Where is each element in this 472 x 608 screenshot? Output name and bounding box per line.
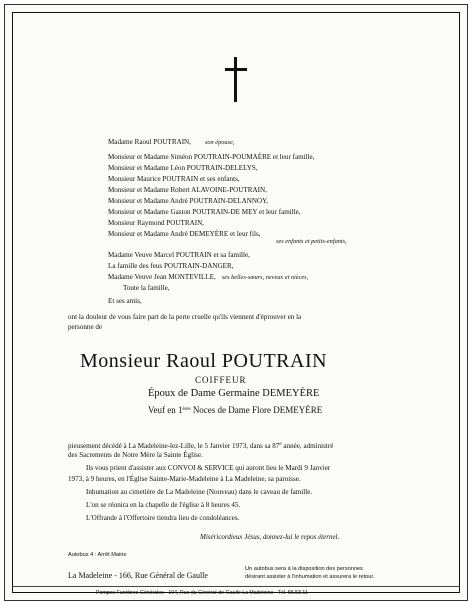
deceased-widower: Veuf en 1ères Noces de Dame Flore DEMEYÈRE <box>148 405 323 415</box>
intro-line-2: personne de <box>68 323 103 331</box>
family-line-12: Madame Veuve Jean MONTEVILLE, ses belles-sœurs, neveux et nièces, <box>108 273 309 281</box>
family-line-8: Monsieur Raymond POUTRAIN, <box>108 219 204 227</box>
address-line: La Madeleine - 166, Rue Général de Gaulle <box>68 571 208 580</box>
family-line-9: Monsieur et Madame André DEMEYÈRE et leur fils, <box>108 230 261 238</box>
bus-stop-info: Autobus 4 : Arrêt Mairie <box>68 552 127 558</box>
family-line-3: Monsieur et Madame Léon POUTRAIN-DELELYS, <box>108 164 258 172</box>
family-note-children: ses enfants et petits-enfants, <box>276 238 347 245</box>
body-p3: Inhumation au cimetière de La Madeleine (Nouveau) dans le caveau de famille. <box>86 488 313 496</box>
body-p2-line-1: Ils vous prient d'assister aux CONVOI & SERVICE qui auront lieu le Mardi 9 Janvier <box>86 464 331 472</box>
deceased-spouse: Époux de Dame Germaine DEMEYÈRE <box>148 388 320 399</box>
body-p1-line-2: des Sacrements de Notre Mère la Sainte Église. <box>68 451 203 459</box>
family-line-2: Monsieur et Madame Siméon POUTRAIN-POUMAÈRE et leur famille, <box>108 153 315 161</box>
intro-line-1: ont la douleur de vous faire part de la perte cruelle qu'ils viennent d'éprouver en la <box>68 313 302 321</box>
bus-note-line-2: désirant assister à l'inhumation et assurera le retour. <box>245 574 375 580</box>
printer-line: Pompes Funèbres Générales - 104, Rue du Général-de-Gaulle La Madeleine - Tél. 55.53.11 <box>96 590 308 596</box>
deceased-name: Monsieur Raoul POUTRAIN <box>80 350 328 372</box>
family-line-10: Madame Veuve Marcel POUTRAIN et sa famille, <box>108 251 250 259</box>
body-p5: L'Offrande à l'Offertoire tiendra lieu de condoléances. <box>86 514 240 522</box>
family-line-5: Monsieur et Madame Robert ALAVOINE-POUTRAIN, <box>108 186 267 194</box>
footer-divider <box>12 586 460 587</box>
cross-icon <box>225 57 247 102</box>
body-p4: L'on se réunira en la chapelle de l'église à 8 heures 45. <box>86 501 241 509</box>
family-line-13: Toute la famille, <box>123 284 170 292</box>
family-line-1: Madame Raoul POUTRAIN, son épouse, <box>108 138 235 146</box>
family-line-14: Et ses amis, <box>108 297 142 305</box>
family-line-4: Monsieur Maurice POUTRAIN et ses enfants, <box>108 175 240 183</box>
body-p2-line-2: 1973, à 9 heures, en l'Église Sainte-Marie-Madeleine à La Madeleine, sa paroisse. <box>68 475 301 483</box>
family-line-6: Monsieur et Madame André POUTRAIN-DELANNOY, <box>108 197 269 205</box>
body-p1-line-1: pieusement décédé à La Madeleine-lez-Lille, le 5 Janvier 1973, dans sa 87e année, administré <box>68 442 334 450</box>
deceased-profession: COIFFEUR <box>195 375 247 385</box>
prayer-line: Miséricordieux Jésus, donnez-lui le repos éternel. <box>200 533 340 541</box>
family-line-11: La famille des feus POUTRAIN-DANGER, <box>108 262 234 270</box>
bus-note-line-1: Un autobus sera à la disposition des personnes <box>245 566 363 572</box>
family-line-7: Monsieur et Madame Gaston POUTRAIN-DE MEY et leur famille, <box>108 208 301 216</box>
